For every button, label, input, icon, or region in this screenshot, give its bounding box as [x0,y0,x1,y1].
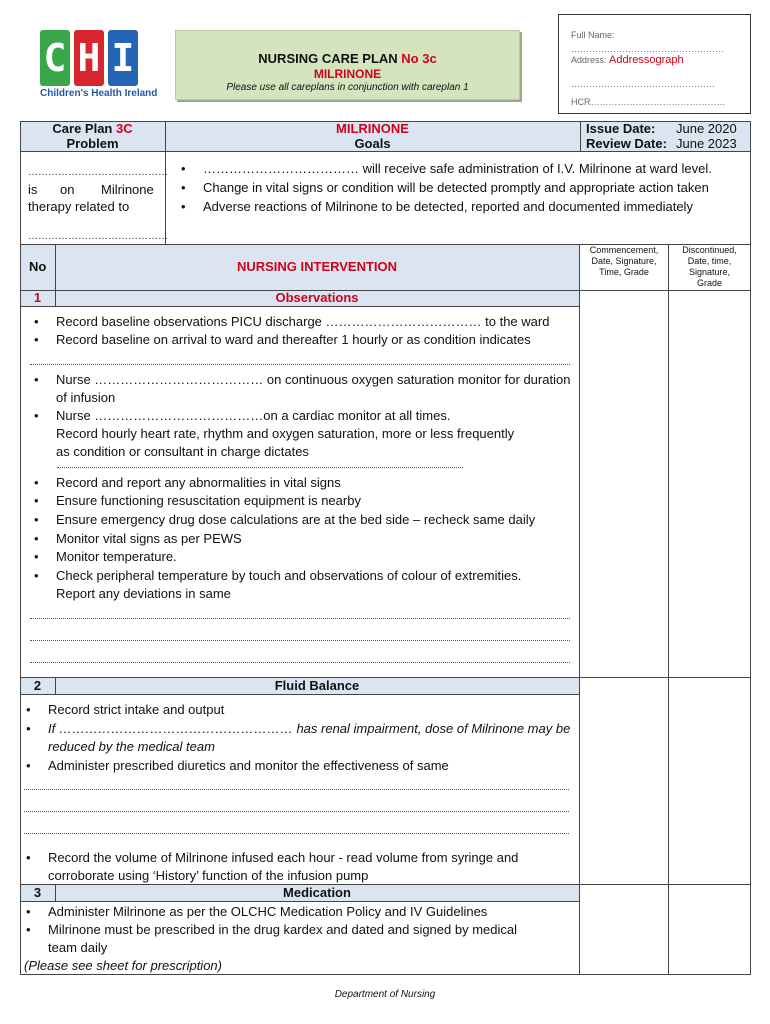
goal-item: • Adverse reactions of Milrinone to be detected, reported and documented immediately [203,198,693,216]
problem-line2: therapy related to [28,199,130,214]
intervention-item: • Record baseline on arrival to ward and thereafter 1 hourly or as condition indicates [56,331,531,349]
goal-item: • ……………………………… will receive safe administration of I.V. Milrinone at ward level. [203,160,712,178]
blank-line[interactable] [24,833,569,834]
addressograph-label: Addressograph [609,54,684,66]
blank-line[interactable] [57,467,463,468]
logo-org-name: Children's Health Ireland [40,88,158,99]
table-border-left [20,121,21,974]
hcr-field[interactable]: HCR……………………………………… [571,97,726,107]
care-plan-title-box [175,30,520,100]
intervention-item: • Administer Milrinone as per the OLCHC Medication Policy and IV Guidelines [48,903,487,921]
intervention-item-cont: of infusion [56,390,116,405]
intervention-item: • Ensure emergency drug dose calculations are at the bed side – recheck same daily [56,511,535,529]
intervention-item: • Check peripheral temperature by touch and observations of colour of extremities. [56,567,521,585]
footer-department: Department of Nursing [334,989,436,1000]
problem-line1: is on Milrinone [28,182,154,197]
col-header-commencement: Commencement, Date, Signature, Time, Grade [589,245,659,277]
goal-item: • Change in vital signs or condition will be detected promptly and appropriate action taken [203,179,709,197]
intervention-item: • Milrinone must be prescribed in the drug kardex and dated and signed by medical [48,921,517,939]
intervention-item: • Record the volume of Milrinone infused each hour - read volume from syringe and [48,849,518,867]
blank-line[interactable] [30,662,570,663]
intervention-item: • Ensure functioning resuscitation equipment is nearby [56,492,361,510]
intervention-item: • Nurse …………………………………on a cardiac monitor at all times. [56,407,450,425]
col-header-no: No [29,259,47,274]
patient-id-box [558,14,751,114]
intervention-item: • Record and report any abnormalities in vital signs [56,474,341,492]
goals-header: MILRINONE Goals [336,121,409,151]
col-header-discontinued: Discontinued, Date, time, Signature, Grade [682,245,737,288]
logo-letter-h: H [74,30,104,86]
blank-line[interactable] [24,811,569,812]
care-plan-problem-header: Care Plan 3C Problem [52,121,133,151]
col-header-intervention: NURSING INTERVENTION [236,259,398,274]
section3-title: Medication [283,885,351,900]
full-name-field[interactable]: …………………………………………… [571,44,724,54]
table-line [20,151,751,152]
table-border-right [750,121,751,974]
care-plan-title: NURSING CARE PLAN No 3c [258,51,437,66]
logo-letter-i: I [108,30,138,86]
blank-line[interactable] [30,640,570,641]
dates-header: Issue Date: June 2020 Review Date: June 2023 [586,121,737,151]
full-name-label: Full Name: [571,30,615,40]
intervention-item: • Administer prescribed diuretics and monitor the effectiveness of same [48,757,449,775]
intervention-item-cont: Record hourly heart rate, rhythm and oxygen saturation, more or less frequently [56,426,515,441]
drug-name: MILRINONE [313,67,382,81]
problem-name-blank[interactable]: …………………………………… [28,167,168,178]
section3-number: 3 [33,885,42,900]
intervention-item: • Record strict intake and output [48,701,224,719]
blank-line[interactable] [24,789,569,790]
section2-number: 2 [33,678,42,693]
problem-cause-blank[interactable]: …………………………………… [28,231,168,242]
blank-line[interactable] [30,618,570,619]
table-line [579,244,580,974]
address-field[interactable]: ………………………………………… [571,79,715,89]
prescription-note: (Please see sheet for prescription) [24,958,222,973]
intervention-item-cont: reduced by the medical team [48,739,215,754]
section2-title: Fluid Balance [274,678,360,693]
table-line [580,121,581,151]
intervention-item-cont: Report any deviations in same [56,586,231,601]
intervention-item: • Monitor temperature. [56,548,177,566]
intervention-item: • If ……………………………………………… has renal impairment, dose of Milrinone may be [48,720,570,738]
conjunction-note: Please use all careplans in conjunction with careplan 1 [226,82,469,93]
intervention-item: • Monitor vital signs as per PEWS [56,530,242,548]
intervention-item: • Nurse ………………………………… on continuous oxygen saturation monitor for duration [56,371,570,389]
intervention-item-cont: team daily [48,940,108,955]
section1-title: Observations [275,290,359,305]
address-label: Address: Addressograph [571,54,684,66]
blank-line[interactable] [30,364,570,365]
intervention-item-cont: as condition or consultant in charge dictates [56,444,309,459]
intervention-item-cont: corroborate using ‘History’ function of the infusion pump [48,868,369,883]
logo-letter-c: C [40,30,70,86]
intervention-item: • Record baseline observations PICU discharge ……………………………… to the ward [56,313,549,331]
table-line [668,244,669,974]
section1-number: 1 [33,290,42,305]
